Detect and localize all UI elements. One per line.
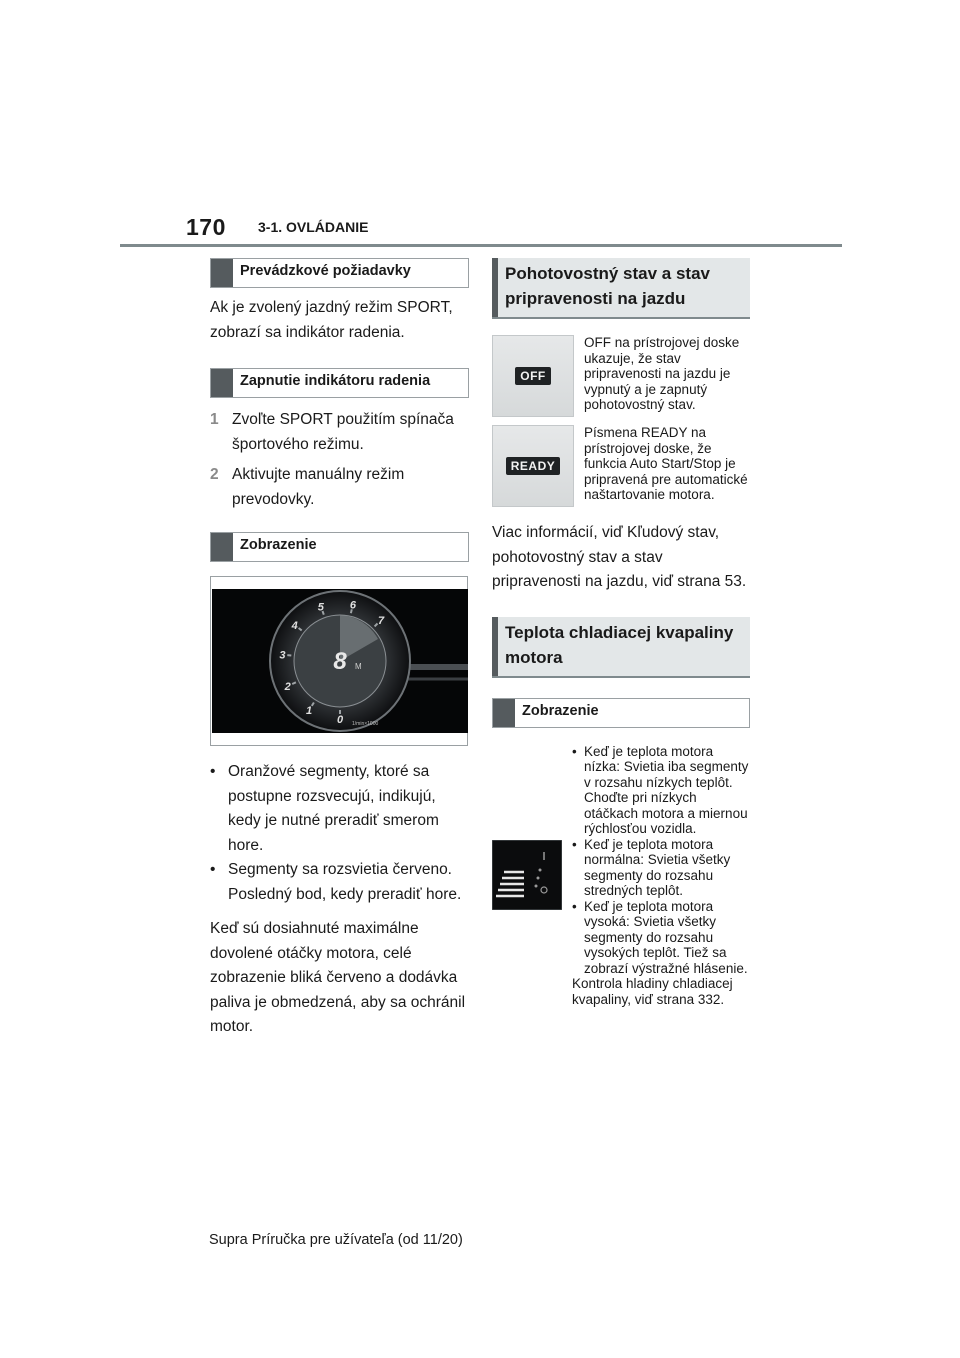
bullet-marker: •	[210, 763, 216, 780]
gauge-tick-label: 7	[377, 615, 385, 627]
step-number: 2	[210, 466, 219, 483]
bullet-marker: •	[210, 861, 216, 878]
heading-box-requirements	[210, 258, 469, 288]
off-indicator-figure	[492, 335, 574, 417]
heading-box-activation	[210, 368, 469, 398]
bullet-item	[210, 760, 469, 858]
closing-paragraph: Keď sú dosiahnuté maximálne dovolené otáčky motora, celé zobrazenie bliká červeno a dodávka paliva je obmedzená, aby sa ochránil motor.	[210, 920, 466, 1035]
section-title-text: Teplota chladiacej kvapaliny motora	[505, 622, 734, 667]
heading-tab	[211, 369, 233, 397]
page-number: 170	[186, 214, 226, 240]
gauge-tick-label: 5	[317, 601, 324, 614]
heading-text: Zobrazenie	[240, 537, 317, 553]
heading-text: Zapnutie indikátoru radenia	[240, 373, 431, 389]
gauge-tick-label: 6	[349, 599, 356, 612]
gauge-tick-label: 0	[336, 714, 344, 726]
ready-indicator-figure	[492, 425, 574, 507]
more-info-paragraph: Viac informácií, viď Kľudový stav, pohotovostný stav a stav pripravenosti na jazdu, viď strana 53.	[492, 524, 747, 590]
gauge-tick-label: 3	[279, 649, 286, 662]
footer-text: Supra Príručka pre užívateľa (od 11/20)	[209, 1232, 463, 1248]
coolant-bullet-text: Keď je teplota motora nízka: Svietia iba segmenty v rozsahu nízkych teplôt. Choďte pri nízkych otáčkach motora a miernou rýchlosťou vozidla.	[584, 743, 749, 836]
bullet-marker: •	[572, 836, 577, 852]
rpm-unit: 1/min×1000	[352, 721, 379, 727]
step-item	[210, 463, 469, 512]
left-column	[210, 258, 469, 1040]
bullet-text: Segmenty sa rozsvietia červeno. Posledný bod, kedy preradiť hore.	[228, 861, 462, 903]
coolant-figure	[492, 744, 562, 1008]
bullet-text: Oranžové segmenty, ktoré sa postupne rozsvecujú, indikujú, kedy je nutné preradiť smerom hore.	[228, 763, 439, 854]
heading-text: Zobrazenie	[522, 702, 599, 719]
step-text: Zvoľte SPORT použitím spínača športového režimu.	[232, 411, 454, 453]
heading-box-display	[210, 532, 469, 562]
header-rule	[120, 244, 842, 247]
heading-tab	[211, 533, 233, 561]
gauge-tick-label: 1	[306, 705, 313, 718]
section-title-coolant	[492, 617, 750, 678]
coolant-text-block	[562, 744, 750, 1008]
tachometer-figure	[210, 576, 468, 746]
bullet-marker: •	[572, 743, 577, 759]
coolant-gauge-illustration	[492, 840, 562, 910]
step-text: Aktivujte manuálny režim prevodovky.	[232, 466, 405, 508]
heading-box-coolant-display	[492, 698, 750, 728]
section-title-text: Pohotovostný stav a stav pripravenosti na jazdu	[505, 264, 711, 308]
coolant-bullet-text: Keď je teplota motora vysoká: Svietia všetky segmenty do rozsahu vysokých teplôt. Tiež sa zobrazí výstražné hlásenie.	[584, 898, 748, 976]
gauge-tick-label: 4	[291, 619, 298, 632]
coolant-bullet	[572, 744, 750, 837]
bullet-item	[210, 858, 469, 907]
bullet-marker: •	[572, 898, 577, 914]
section-title-readiness	[492, 258, 750, 319]
coolant-note: Kontrola hladiny chladiacej kvapaliny, viď strana 332.	[572, 976, 733, 1007]
right-column	[492, 258, 750, 1007]
ready-badge: READY	[506, 457, 561, 475]
section-label: 3-1. OVLÁDANIE	[258, 219, 369, 235]
ready-description: Písmena READY na prístrojovej doske, že funkcia Auto Start/Stop je pripravená pre automatické naštartovanie motora.	[584, 425, 748, 502]
coolant-bullet-text: Keď je teplota motora normálna: Svietia všetky segmenty do rozsahu stredných teplôt.	[584, 836, 731, 898]
off-description: OFF na prístrojovej doske ukazuje, že stav pripravenosti na jazdu je vypnutý a je zapnutý pohotovostný stav.	[584, 335, 740, 412]
gauge-tick-label: 2	[284, 681, 291, 694]
heading-tab	[211, 259, 233, 287]
gear-indicator: 8	[333, 648, 347, 675]
bullet-list	[210, 760, 469, 907]
tachometer-illustration	[212, 589, 468, 733]
steps-list	[210, 408, 469, 512]
off-badge: OFF	[515, 367, 551, 385]
ready-status-row	[492, 425, 750, 507]
coolant-bullet	[572, 899, 750, 977]
step-item	[210, 408, 469, 457]
coolant-section	[492, 744, 750, 1008]
intro-paragraph: Ak je zvolený jazdný režim SPORT, zobrazí sa indikátor radenia.	[210, 299, 453, 341]
coolant-bullet	[572, 837, 750, 899]
heading-tab	[493, 699, 515, 727]
gear-mode: M	[355, 662, 362, 671]
off-status-row	[492, 335, 750, 417]
step-number: 1	[210, 411, 219, 428]
heading-text: Prevádzkové požiadavky	[240, 263, 411, 279]
